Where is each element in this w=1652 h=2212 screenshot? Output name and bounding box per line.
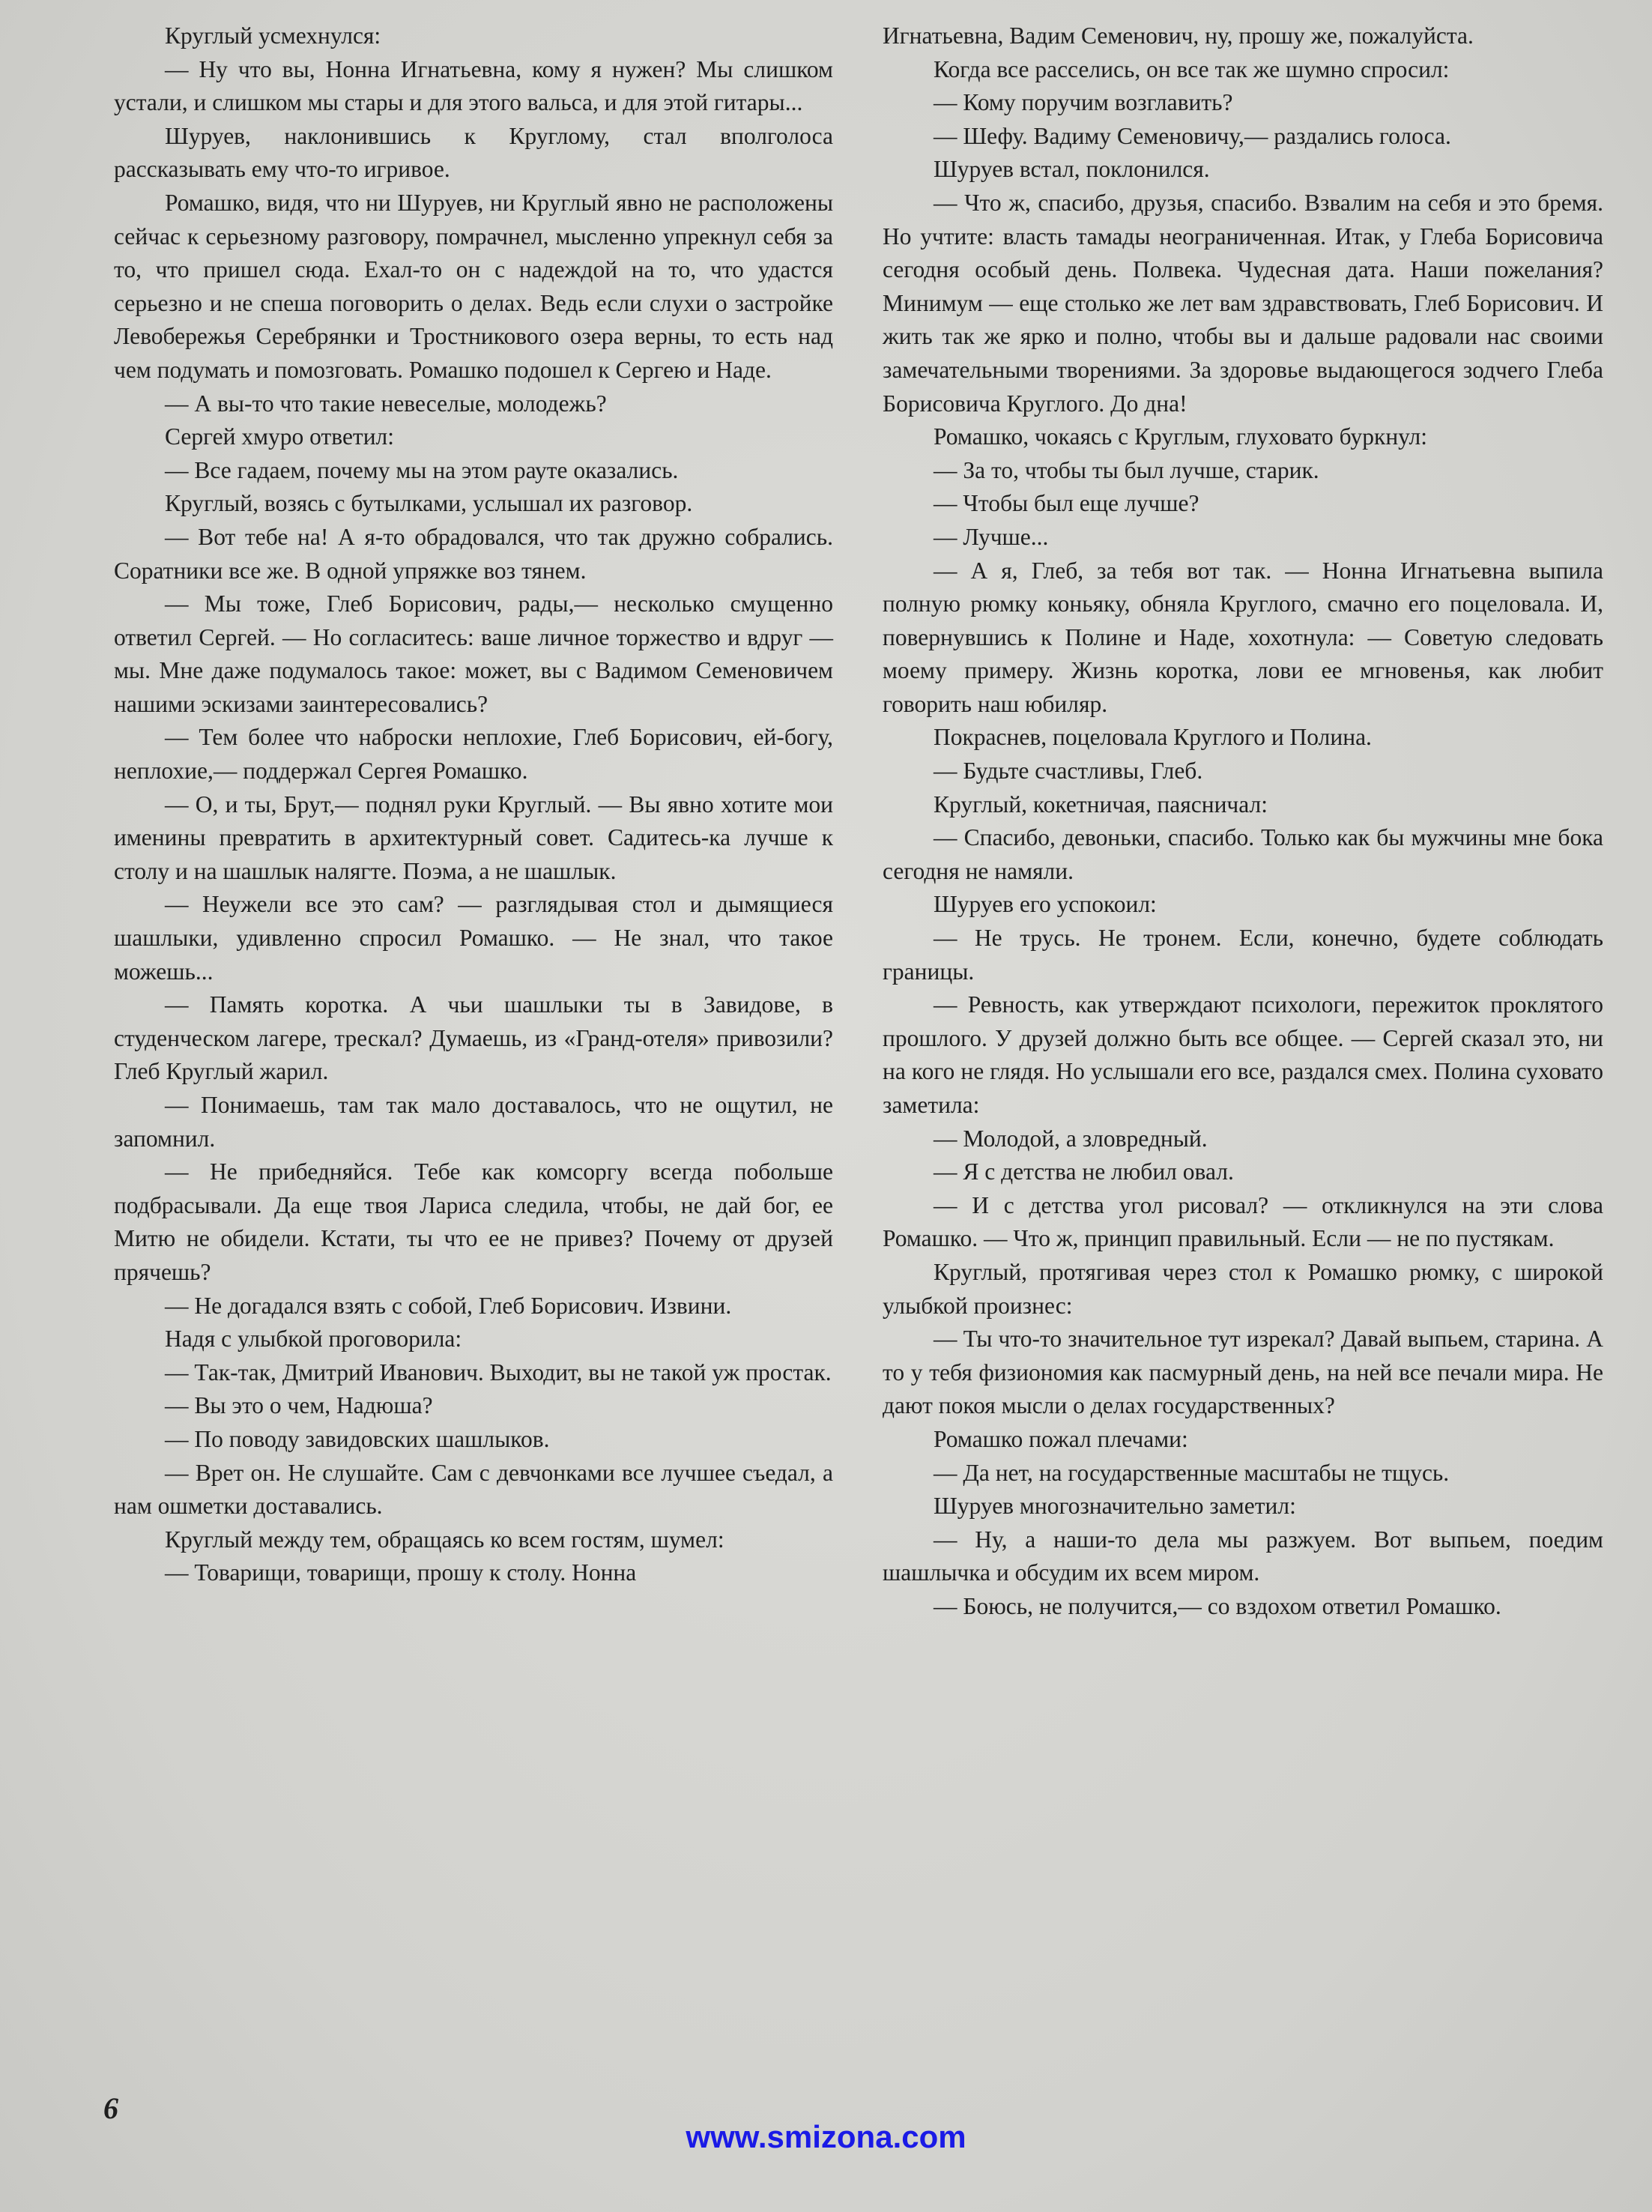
paragraph: — И с детства угол рисовал? — откликнулся на эти слова Ромашко. — Что ж, принцип правильный. Если — не по пустякам.	[883, 1191, 1603, 1252]
paragraph: — Понимаешь, там так мало доставалось, что не ощутил, не запомнил.	[114, 1092, 833, 1152]
paragraph: — Лучше...	[934, 523, 1049, 550]
paragraph: — Память коротка. А чьи шашлыки ты в Завидове, в студенческом лагере, трескал? Думаешь, из «Гранд-отеля» привозили? Глеб Круглый жарил.	[114, 991, 833, 1085]
paragraph: Шуруев, наклонившись к Круглому, стал вполголоса рассказывать ему что-то игривое.	[114, 122, 833, 183]
paragraph: Шуруев многозначительно заметил:	[934, 1493, 1296, 1520]
paragraph: — Молодой, а зловредный.	[934, 1125, 1208, 1152]
paragraph: Круглый между тем, обращаясь ко всем гостям, шумел:	[165, 1526, 724, 1553]
paragraph: Когда все расселись, он все так же шумно спросил:	[934, 55, 1450, 82]
paragraph: — За то, чтобы ты был лучше, старик.	[934, 456, 1319, 483]
paragraph: Ромашко, видя, что ни Шуруев, ни Круглый явно не расположены сейчас к серьезному разговору, помрачнел, мысленно упрекнул себя за то, что пришел сюда. Ехал-то он с надеждой на то, что удастся серьезно и не спеша поговорить о делах. Ведь если слухи о застройке Левобережья Серебрянки и Тростникового озера верны, то есть над чем подумать и помозговать. Ромашко подошел к Сергею и Наде.	[114, 189, 833, 383]
paragraph: Ромашко, чокаясь с Круглым, глуховато буркнул:	[934, 423, 1428, 450]
paragraph: — Все гадаем, почему мы на этом рауте оказались.	[165, 456, 679, 483]
paragraph: — Ты что-то значительное тут изрекал? Давай выпьем, старина. А то у тебя физиономия как пасмурный день, на ней все печали мира. Не дают покоя мысли о делах государственных?	[883, 1326, 1603, 1419]
paragraph: — Боюсь, не получится,— со вздохом ответил Ромашко.	[934, 1592, 1501, 1619]
paragraph: — Так-так, Дмитрий Иванович. Выходит, вы не такой уж простак.	[165, 1359, 832, 1385]
paragraph: — Не трусь. Не тронем. Если, конечно, будете соблюдать границы.	[883, 925, 1603, 985]
paragraph: — Мы тоже, Глеб Борисович, рады,— несколько смущенно ответил Сергей. — Но согласитесь: ваше личное торжество и вдруг — мы. Мне даже подумалось такое: может, вы с Вадимом Семеновичем нашими эскизами заинтересовались?	[114, 590, 833, 717]
paragraph: Круглый усмехнулся:	[165, 22, 381, 49]
watermark-link: www.smizona.com	[686, 2119, 966, 2154]
paragraph: — Не прибедняйся. Тебе как комсоргу всегда побольше подбрасывали. Да еще твоя Лариса следила, чтобы, не дай бог, ее Митю не обидели. Кстати, ты что ее не привез? Почему от друзей прячешь?	[114, 1158, 833, 1285]
paragraph: Шуруев встал, поклонился.	[934, 156, 1210, 183]
paragraph: Надя с улыбкой проговорила:	[165, 1326, 462, 1353]
paragraph: — По поводу завидовских шашлыков.	[165, 1425, 550, 1452]
paragraph: — Кому поручим возглавить?	[934, 89, 1233, 116]
paragraph-continued: Игнатьевна, Вадим Семенович, ну, прошу же, пожалуйста.	[883, 22, 1474, 49]
paragraph: — Вы это о чем, Надюша?	[165, 1392, 433, 1419]
paragraph: — Спасибо, девоньки, спасибо. Только как бы мужчины мне бока сегодня не намяли.	[883, 824, 1603, 884]
page-number: 6	[103, 2091, 118, 2125]
paragraph: — Чтобы был еще лучше?	[934, 490, 1199, 517]
paragraph: — Шефу. Вадиму Семеновичу,— раздались голоса.	[934, 122, 1451, 149]
paragraph: — О, и ты, Брут,— поднял руки Круглый. — Вы явно хотите мои именины превратить в архитектурный совет. Садитесь-ка лучше к столу и на шашлык налягте. Поэма, а не шашлык.	[114, 791, 833, 884]
paragraph: — Врет он. Не слушайте. Сам с девчонками все лучшее съедал, а нам ошметки доставались.	[114, 1459, 833, 1520]
paragraph: — А вы-то что такие невеселые, молодежь?	[165, 390, 607, 417]
paragraph: Покраснев, поцеловала Круглого и Полина.	[934, 724, 1372, 751]
paragraph: — А я, Глеб, за тебя вот так. — Нонна Игнатьевна выпила полную рюмку коньяку, обняла Круглого, смачно его поцеловала. И, повернувшись к Полине и Наде, хохотнула: — Советую следовать моему примеру. Жизнь коротка, лови ее мгновенья, как любит говорить наш юбиляр.	[883, 557, 1603, 717]
paragraph: — Да нет, на государственные масштабы не тщусь.	[934, 1459, 1450, 1486]
paragraph: — Будьте счастливы, Глеб.	[934, 758, 1203, 785]
paragraph: — Тем более что наброски неплохие, Глеб Борисович, ей-богу, неплохие,— поддержал Сергея Ромашко.	[114, 724, 833, 785]
text-column-left	[114, 19, 833, 1590]
text-column-right	[883, 19, 1603, 1624]
paragraph: Ромашко пожал плечами:	[934, 1425, 1188, 1452]
paragraph: — Товарищи, товарищи, прошу к столу. Нонна	[165, 1559, 637, 1586]
paragraph: Круглый, протягивая через стол к Ромашко рюмку, с широкой улыбкой произнес:	[883, 1258, 1603, 1319]
paragraph: — Не догадался взять с собой, Глеб Борисович. Извини.	[165, 1292, 732, 1319]
paragraph: — Ревность, как утверждают психологи, пережиток проклятого прошлого. У друзей должно быть все общее. — Сергей сказал это, ни на кого не глядя. Но услышали его все, раздался смех. Полина суховато заметила:	[883, 991, 1603, 1118]
paragraph: Сергей хмуро ответил:	[165, 423, 395, 450]
paragraph: — Неужели все это сам? — разглядывая стол и дымящиеся шашлыки, удивленно спросил Ромашко. — Не знал, что такое можешь...	[114, 891, 833, 985]
paragraph: — Ну, а наши-то дела мы разжуем. Вот выпьем, поедим шашлычка и обсудим их всем миром.	[883, 1526, 1603, 1586]
paragraph: — Вот тебе на! А я-то обрадовался, что так дружно собрались. Соратники все же. В одной упряжке воз тянем.	[114, 523, 833, 584]
paragraph: — Я с детства не любил овал.	[934, 1158, 1234, 1185]
paragraph: Круглый, возясь с бутылками, услышал их разговор.	[165, 490, 693, 517]
paragraph: Шуруев его успокоил:	[934, 891, 1157, 918]
paragraph: Круглый, кокетничая, паясничал:	[934, 791, 1268, 818]
paragraph: — Ну что вы, Нонна Игнатьевна, кому я нужен? Мы слишком устали, и слишком мы стары и для этого вальса, и для этой гитары...	[114, 55, 833, 116]
paragraph: — Что ж, спасибо, друзья, спасибо. Взвалим на себя и это бремя. Но учтите: власть тамады неограниченная. Итак, у Глеба Борисовича сегодня особый день. Полвека. Чудесная дата. Наши пожелания? Минимум — еще столько же лет вам здравствовать, Глеб Борисович. И жить так же ярко и полно, чтобы вы и дальше радовали нас своими замечательными творениями. За здоровье выдающегося зодчего Глеба Борисовича Круглого. До дна!	[883, 189, 1603, 417]
